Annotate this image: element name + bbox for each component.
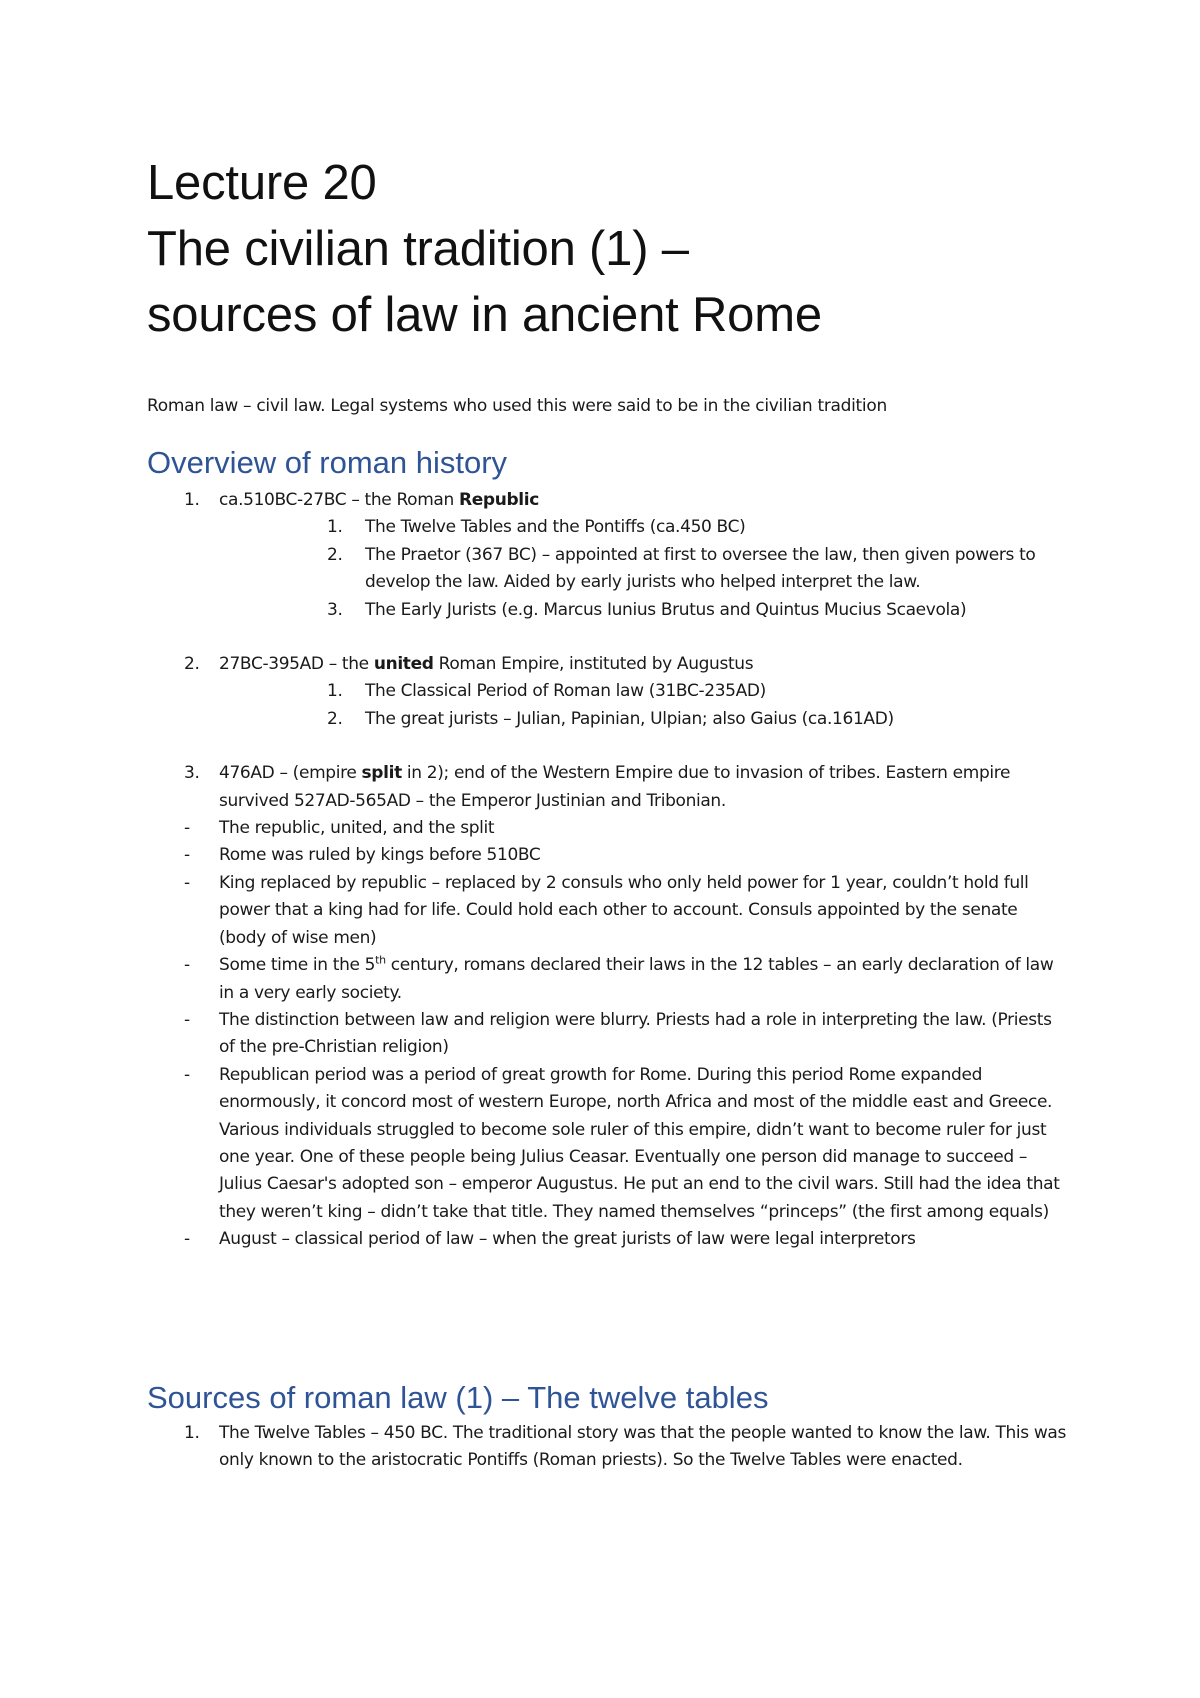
list-text: The Classical Period of Roman law (31BC-235AD) — [365, 681, 766, 702]
list-item — [147, 487, 1067, 514]
list-number: 1. — [184, 490, 200, 510]
list-text: The great jurists – Julian, Papinian, Ulpian; also Gaius (ca.161AD) — [365, 708, 894, 729]
list-number: 1. — [184, 1423, 200, 1443]
dash-marker: - — [184, 1229, 190, 1250]
list-number: 3. — [184, 763, 200, 784]
intro-paragraph: Roman law – civil law. Legal systems who used this were said to be in the civilian tradition — [147, 396, 887, 416]
dash-marker: - — [184, 818, 190, 839]
list-item — [147, 1420, 1067, 1475]
dash-marker: - — [184, 955, 190, 976]
bullet-text: Rome was ruled by kings before 510BC — [219, 845, 541, 866]
list-text: The Praetor (367 BC) – appointed at first to oversee the law, then given powers to develop the law. Aided by early jurists who helped interpret the law. — [365, 544, 1036, 593]
dash-marker: - — [184, 872, 190, 893]
title-line-2: The civilian tradition (1) – — [147, 222, 689, 276]
list-number: 2. — [327, 544, 343, 565]
bullet-item — [147, 842, 1067, 869]
dash-marker: - — [184, 1009, 190, 1030]
twelve-tables-list — [147, 1420, 1067, 1475]
dash-marker: - — [184, 1064, 190, 1085]
bold-text: united — [373, 654, 434, 675]
bullet-item — [147, 1062, 1067, 1226]
list-text: The Twelve Tables – 450 BC. The traditional story was that the people wanted to know the law. This was only known to the aristocratic Pontiffs (Roman priests). So the Twelve Tables were enacted. — [219, 1423, 1066, 1471]
list-text: in 2); end of the Western Empire due to invasion of tribes. Eastern empire survived 527AD-565AD – the Emperor Justinian and Tribonian. — [219, 763, 1011, 811]
bullet-item — [147, 952, 1067, 1007]
heading-twelve-tables: Sources of roman law (1) – The twelve tables — [147, 1380, 769, 1415]
sub-list-item — [147, 706, 1067, 733]
bullet-text: King replaced by republic – replaced by 2 consuls who only held power for 1 year, couldn’t hold full power that a king had for life. Could hold each other to account. Consuls appointed by the senate (body of wise men) — [219, 872, 1029, 948]
title-line-1: Lecture 20 — [147, 156, 377, 210]
list-item — [147, 760, 1067, 815]
sub-list-item — [147, 597, 1067, 624]
bold-text: Republic — [458, 490, 539, 510]
sub-list-item — [147, 542, 1067, 597]
bold-text: split — [361, 763, 402, 784]
list-text: The Twelve Tables and the Pontiffs (ca.450 BC) — [365, 517, 746, 538]
sub-list-item — [147, 678, 1067, 705]
list-number: 2. — [184, 654, 200, 675]
bullet-text: century, romans declared their laws in the 12 tables – an early declaration of law in a very early society. — [219, 955, 1054, 1003]
bullet-text: August – classical period of law – when the great jurists of law were legal interpretors — [219, 1229, 916, 1250]
heading-overview: Overview of roman history — [147, 445, 508, 480]
bullet-text: The republic, united, and the split — [219, 818, 495, 839]
bullet-item — [147, 870, 1067, 952]
list-number: 1. — [327, 517, 343, 538]
list-number: 1. — [327, 681, 343, 702]
list-number: 3. — [327, 599, 343, 620]
title-line-3: sources of law in ancient Rome — [147, 288, 822, 342]
list-number: 2. — [327, 708, 343, 729]
bullet-item — [147, 815, 1067, 842]
bullet-item — [147, 1226, 1067, 1253]
bullet-text: Republican period was a period of great growth for Rome. During this period Rome expanded enormously, it concord most of western Europe, north Africa and most of the middle east and Greece. Various individuals struggled to become sole ruler of this empire, didn’t want to become ruler for just one year. One of these people being Julius Ceasar. Eventually one person did manage to succeed – Julius Caesar's adopted son – emperor Augustus. He put an end to the civil wars. Still had the idea that they weren’t king – didn’t take that title. They named themselves “princeps” (the first among equals) — [219, 1064, 1060, 1222]
dash-marker: - — [184, 845, 190, 866]
document-title — [147, 150, 1147, 348]
superscript: th — [375, 953, 386, 967]
list-text: Roman Empire, instituted by Augustus — [433, 654, 754, 675]
list-item — [147, 651, 1067, 678]
bullet-text: Some time in the 5 — [219, 955, 376, 976]
list-text: ca.510BC-27BC – the Roman — [219, 490, 459, 510]
bullet-text: The distinction between law and religion were blurry. Priests had a role in interpreting the law. (Priests of the pre-Christian religion) — [219, 1009, 1052, 1058]
list-text: 476AD – (empire — [219, 763, 362, 784]
bullet-item — [147, 1007, 1067, 1062]
list-text: 27BC-395AD – the — [219, 654, 374, 675]
sub-list-item — [147, 514, 1067, 541]
overview-list — [147, 487, 1067, 1254]
list-text: The Early Jurists (e.g. Marcus Iunius Brutus and Quintus Mucius Scaevola) — [365, 599, 967, 620]
